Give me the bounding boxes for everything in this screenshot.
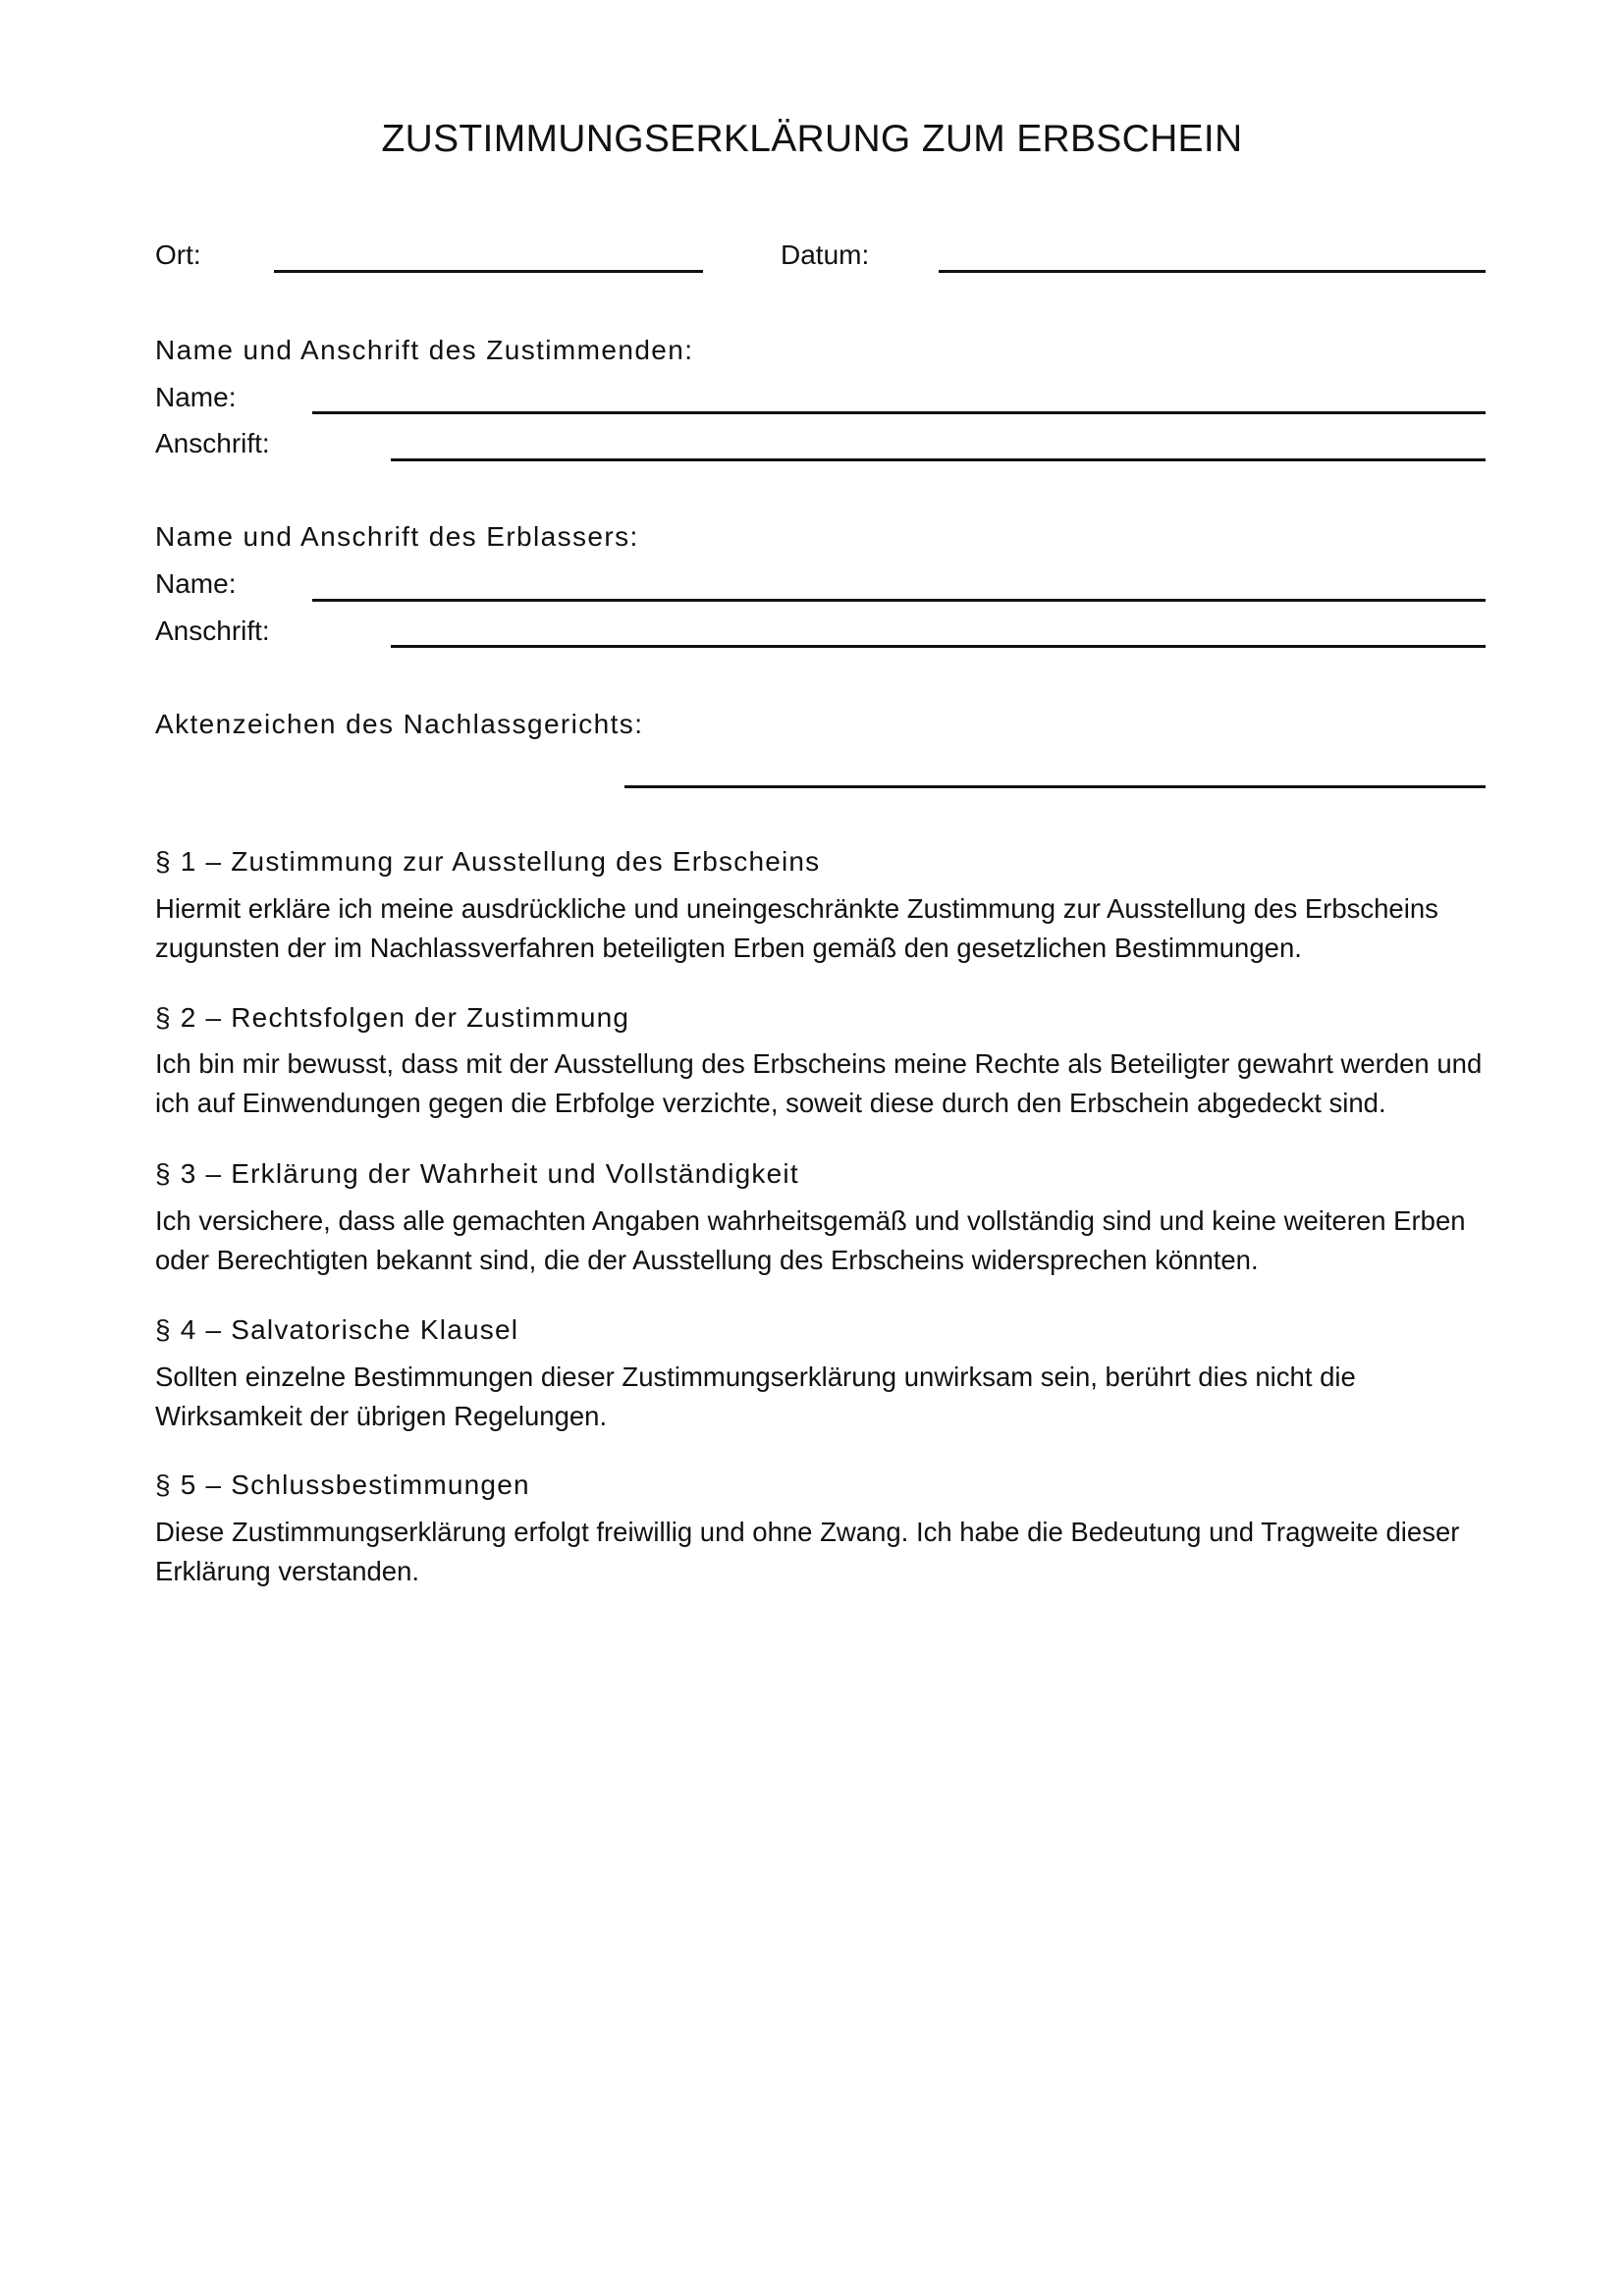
section-5-body: Diese Zustimmungserklärung erfolgt freiwillig und ohne Zwang. Ich habe die Bedeutung und Tragweite dieser Erklärung verstanden. [155, 1517, 1460, 1586]
aktenzeichen-label: Aktenzeichen des Nachlassgerichts: [155, 709, 644, 739]
section-3-heading: § 3 – Erklärung der Wahrheit und Vollständigkeit [155, 1158, 799, 1189]
section-4-body: Sollten einzelne Bestimmungen dieser Zustimmungserklärung unwirksam sein, berührt dies nicht die Wirksamkeit der übrigen Regelungen. [155, 1362, 1356, 1431]
ort-label: Ort: [155, 240, 201, 270]
section-3-body: Ich versichere, dass alle gemachten Angaben wahrheitsgemäß und vollständig sind und keine weiteren Erben oder Berechtigten bekannt sind, die der Ausstellung des Erbscheins widersprechen könnten. [155, 1205, 1466, 1275]
zustimmender-anschrift-line[interactable] [391, 458, 1486, 461]
datum-label: Datum: [781, 240, 870, 270]
erblasser-heading: Name und Anschrift des Erblassers: [155, 521, 639, 552]
section-1-body: Hiermit erkläre ich meine ausdrückliche und uneingeschränkte Zustimmung zur Ausstellung des Erbscheins zugunsten der im Nachlassverfahren beteiligten Erben gemäß den gesetzlichen Bestimmungen. [155, 893, 1438, 963]
zustimmender-heading: Name und Anschrift des Zustimmenden: [155, 335, 694, 365]
zustimmender-name-label: Name: [155, 382, 237, 412]
aktenzeichen-line[interactable] [624, 785, 1486, 788]
document-title: ZUSTIMMUNGSERKLÄRUNG ZUM ERBSCHEIN [381, 118, 1243, 160]
erblasser-name-line[interactable] [312, 599, 1486, 602]
section-4-heading: § 4 – Salvatorische Klausel [155, 1314, 519, 1345]
datum-input-line[interactable] [939, 270, 1486, 273]
erblasser-anschrift-line[interactable] [391, 645, 1486, 648]
zustimmender-anschrift-label: Anschrift: [155, 428, 270, 458]
section-1-heading: § 1 – Zustimmung zur Ausstellung des Erbscheins [155, 846, 821, 877]
section-2-body: Ich bin mir bewusst, dass mit der Ausstellung des Erbscheins meine Rechte als Beteiligter gewahrt werden und ich auf Einwendungen gegen die Erbfolge verzichte, soweit diese durch den Erbschein abgedeckt sind. [155, 1048, 1483, 1118]
erblasser-anschrift-label: Anschrift: [155, 615, 270, 646]
section-2-heading: § 2 – Rechtsfolgen der Zustimmung [155, 1002, 630, 1033]
ort-input-line[interactable] [274, 270, 703, 273]
section-5-heading: § 5 – Schlussbestimmungen [155, 1469, 530, 1500]
erblasser-name-label: Name: [155, 568, 237, 599]
zustimmender-name-line[interactable] [312, 411, 1486, 414]
